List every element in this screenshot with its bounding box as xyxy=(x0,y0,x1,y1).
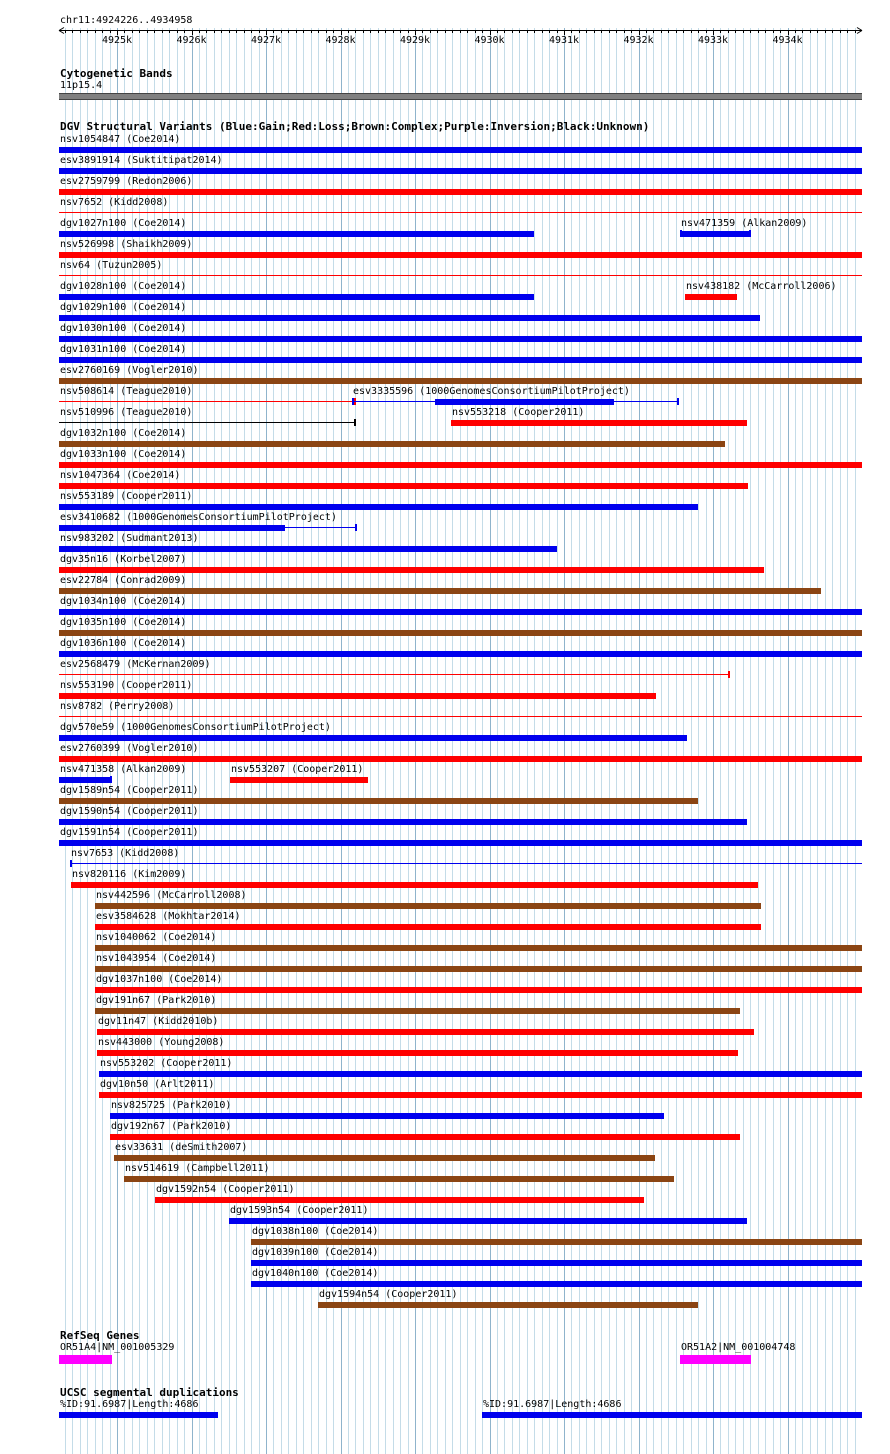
variant-label: nsv471358 (Alkan2009) xyxy=(60,764,187,775)
variant-label: nsv443000 (Young2008) xyxy=(98,1037,225,1048)
variant-label: nsv510996 (Teague2010) xyxy=(60,407,193,418)
ruler-tick-label: 4931k xyxy=(548,35,580,46)
ruler-tick-label: 4928k xyxy=(325,35,356,46)
variant-end-tick xyxy=(677,398,679,405)
variant-block xyxy=(59,378,862,384)
variant-block xyxy=(59,462,862,468)
variant-block xyxy=(59,735,687,741)
variant-bar[interactable] xyxy=(110,1132,740,1142)
variant-block xyxy=(59,798,698,804)
variant-bar[interactable] xyxy=(99,1069,862,1079)
variant-bar[interactable] xyxy=(59,481,748,491)
variant-block xyxy=(59,231,534,237)
variant-label: nsv8782 (Perry2008) xyxy=(60,701,175,712)
variant-bar[interactable] xyxy=(59,670,730,680)
segdup-label: %ID:91.6987|Length:4686 xyxy=(60,1399,199,1410)
variant-label: dgv1039n100 (Coe2014) xyxy=(252,1247,379,1258)
variant-bar[interactable] xyxy=(95,985,862,995)
variant-label: dgv1038n100 (Coe2014) xyxy=(252,1226,379,1237)
variant-bar[interactable] xyxy=(59,397,356,407)
variant-bar[interactable] xyxy=(59,313,760,323)
variant-block xyxy=(59,588,821,594)
variant-end-tick xyxy=(355,524,357,531)
variant-bar[interactable] xyxy=(59,712,862,722)
variant-label: dgv1589n54 (Cooper2011) xyxy=(60,785,199,796)
variant-bar[interactable] xyxy=(124,1174,674,1184)
variant-bar[interactable] xyxy=(59,376,862,386)
variant-bar[interactable] xyxy=(59,292,534,302)
variant-block xyxy=(59,756,862,762)
variant-block xyxy=(71,882,758,888)
variant-bar[interactable] xyxy=(99,1090,862,1100)
cytoband-title: Cytogenetic Bands xyxy=(60,67,173,80)
variant-block xyxy=(59,777,112,783)
variant-bar[interactable] xyxy=(680,229,751,239)
variant-bar[interactable] xyxy=(59,334,862,344)
variant-end-tick xyxy=(110,776,112,783)
variant-end-tick xyxy=(680,230,682,237)
variant-label: nsv553189 (Cooper2011) xyxy=(60,491,193,502)
variant-bar[interactable] xyxy=(59,565,764,575)
variant-block xyxy=(59,189,862,195)
ruler-tick-label: 4932k xyxy=(623,35,654,46)
variant-line xyxy=(59,674,730,675)
variant-bar[interactable] xyxy=(59,166,862,176)
variant-bar[interactable] xyxy=(59,544,557,554)
variant-label: dgv1591n54 (Cooper2011) xyxy=(60,827,199,838)
variant-label: esv3584628 (Mokhtar2014) xyxy=(96,911,241,922)
segdup-track-title: UCSC segmental duplications xyxy=(60,1386,239,1399)
variant-bar[interactable] xyxy=(59,460,862,470)
variant-label: dgv1030n100 (Coe2014) xyxy=(60,323,187,334)
variant-bar[interactable] xyxy=(95,964,862,974)
variant-block xyxy=(59,504,698,510)
variant-bar[interactable] xyxy=(59,229,534,239)
variant-bar[interactable] xyxy=(451,418,747,428)
variant-block xyxy=(59,546,557,552)
variant-line xyxy=(59,212,862,213)
variant-line xyxy=(59,401,356,402)
variant-block xyxy=(95,987,862,993)
variant-bar[interactable] xyxy=(71,880,758,890)
variant-block xyxy=(251,1260,862,1266)
variant-block xyxy=(251,1239,862,1245)
variant-bar[interactable] xyxy=(229,1216,747,1226)
variant-label: dgv1040n100 (Coe2014) xyxy=(252,1268,379,1279)
variant-bar[interactable] xyxy=(59,796,698,806)
variant-label: esv3335596 (1000GenomesConsortiumPilotProject) xyxy=(353,386,630,397)
variant-label: nsv64 (Tuzun2005) xyxy=(60,260,163,271)
variant-bar[interactable] xyxy=(97,1048,738,1058)
variant-block xyxy=(59,336,862,342)
variant-label: nsv1054847 (Coe2014) xyxy=(60,134,181,145)
variant-label: dgv1036n100 (Coe2014) xyxy=(60,638,187,649)
variant-bar[interactable] xyxy=(352,397,679,407)
variant-block xyxy=(59,252,862,258)
variant-label: esv2760399 (Vogler2010) xyxy=(60,743,199,754)
variant-block xyxy=(680,231,751,237)
variant-label: nsv508614 (Teague2010) xyxy=(60,386,193,397)
variant-bar[interactable] xyxy=(685,292,737,302)
variant-label: nsv438182 (McCarroll2006) xyxy=(686,281,837,292)
variant-bar[interactable] xyxy=(59,271,862,281)
variant-block xyxy=(451,420,747,426)
variant-bar[interactable] xyxy=(59,775,112,785)
variant-label: nsv825725 (Park2010) xyxy=(111,1100,232,1111)
variant-label: nsv553218 (Cooper2011) xyxy=(452,407,585,418)
variant-label: dgv1594n54 (Cooper2011) xyxy=(319,1289,458,1300)
gene-label: OR51A4|NM_001005329 xyxy=(60,1342,175,1353)
variant-block xyxy=(99,1092,862,1098)
variant-bar[interactable] xyxy=(70,859,862,869)
variant-label: nsv553202 (Cooper2011) xyxy=(100,1058,233,1069)
segdup-block xyxy=(482,1412,862,1418)
variant-label: nsv526998 (Shaikh2009) xyxy=(60,239,193,250)
variant-block xyxy=(59,630,862,636)
variant-label: esv3891914 (Suktitipat2014) xyxy=(60,155,223,166)
variant-label: dgv1034n100 (Coe2014) xyxy=(60,596,187,607)
segdup-label: %ID:91.6987|Length:4686 xyxy=(483,1399,622,1410)
variant-block xyxy=(95,924,761,930)
variant-block xyxy=(318,1302,698,1308)
variant-label: esv2568479 (McKernan2009) xyxy=(60,659,211,670)
variant-label: dgv570e59 (1000GenomesConsortiumPilotProject) xyxy=(60,722,331,733)
variant-block xyxy=(59,819,747,825)
variant-label: esv2759799 (Redon2006) xyxy=(60,176,193,187)
variant-bar[interactable] xyxy=(59,418,356,428)
variant-bar[interactable] xyxy=(95,1006,740,1016)
variant-bar[interactable] xyxy=(230,775,368,785)
variant-bar[interactable] xyxy=(59,145,862,155)
variant-block xyxy=(59,567,764,573)
variant-block xyxy=(230,777,368,783)
variant-bar[interactable] xyxy=(59,439,725,449)
variant-bar[interactable] xyxy=(95,901,761,911)
variant-bar[interactable] xyxy=(59,586,821,596)
variant-block xyxy=(114,1155,655,1161)
variant-end-tick xyxy=(728,671,730,678)
variant-block xyxy=(59,357,862,363)
variant-line xyxy=(59,422,356,423)
variant-bar[interactable] xyxy=(59,502,698,512)
variant-bar[interactable] xyxy=(59,250,862,260)
variant-block xyxy=(95,1008,740,1014)
ruler-tick-label: 4930k xyxy=(474,35,505,46)
variant-label: dgv1029n100 (Coe2014) xyxy=(60,302,187,313)
variant-label: esv3410682 (1000GenomesConsortiumPilotProject) xyxy=(60,512,337,523)
variant-label: nsv471359 (Alkan2009) xyxy=(681,218,808,229)
cytoband-label: 11p15.4 xyxy=(60,80,103,91)
variant-block xyxy=(110,1113,664,1119)
segdup-block xyxy=(59,1412,218,1418)
variant-bar[interactable] xyxy=(251,1258,862,1268)
variant-block xyxy=(59,294,534,300)
cytoband-bar[interactable] xyxy=(59,93,862,100)
variant-block xyxy=(59,525,285,531)
variant-bar[interactable] xyxy=(59,691,656,701)
gene-exon xyxy=(680,1355,751,1364)
variant-label: dgv1593n54 (Cooper2011) xyxy=(230,1205,369,1216)
variant-label: nsv7652 (Kidd2008) xyxy=(60,197,169,208)
variant-label: dgv1037n100 (Coe2014) xyxy=(96,974,223,985)
variant-block xyxy=(229,1218,747,1224)
variant-block xyxy=(59,651,862,657)
variant-label: dgv11n47 (Kidd2010b) xyxy=(98,1016,219,1027)
gene-exon xyxy=(59,1355,112,1364)
variant-label: nsv514619 (Campbell2011) xyxy=(125,1163,270,1174)
variant-block xyxy=(59,441,725,447)
variant-block xyxy=(110,1134,740,1140)
variant-bar[interactable] xyxy=(59,649,862,659)
dgv-track-title: DGV Structural Variants (Blue:Gain;Red:Loss;Brown:Complex;Purple:Inversion;Black:Unknown) xyxy=(60,120,650,133)
variant-bar[interactable] xyxy=(318,1300,698,1310)
variant-bar[interactable] xyxy=(114,1153,655,1163)
variant-block xyxy=(435,399,614,405)
variant-bar[interactable] xyxy=(59,187,862,197)
variant-block xyxy=(155,1197,644,1203)
variant-block xyxy=(59,147,862,153)
variant-bar[interactable] xyxy=(251,1237,862,1247)
variant-label: nsv1040062 (Coe2014) xyxy=(96,932,217,943)
variant-bar[interactable] xyxy=(251,1279,862,1289)
variant-block xyxy=(99,1071,862,1077)
variant-line xyxy=(59,275,862,276)
variant-bar[interactable] xyxy=(95,943,862,953)
ruler-tick-label: 4927k xyxy=(250,35,282,46)
variant-label: dgv1590n54 (Cooper2011) xyxy=(60,806,199,817)
variant-label: dgv191n67 (Park2010) xyxy=(96,995,217,1006)
variant-block xyxy=(124,1176,674,1182)
variant-label: esv33631 (deSmith2007) xyxy=(115,1142,248,1153)
variant-label: nsv1043954 (Coe2014) xyxy=(96,953,217,964)
variant-label: esv2760169 (Vogler2010) xyxy=(60,365,199,376)
variant-block xyxy=(59,168,862,174)
variant-label: dgv1033n100 (Coe2014) xyxy=(60,449,187,460)
variant-block xyxy=(95,966,862,972)
variant-bar[interactable] xyxy=(59,628,862,638)
gene-feature[interactable] xyxy=(680,1353,751,1365)
variant-block xyxy=(59,315,760,321)
variant-block xyxy=(97,1029,754,1035)
variant-label: dgv192n67 (Park2010) xyxy=(111,1121,232,1132)
variant-bar[interactable] xyxy=(59,355,862,365)
variant-label: dgv35n16 (Korbel2007) xyxy=(60,554,187,565)
segdup-feature[interactable] xyxy=(59,1410,218,1420)
variant-label: dgv1035n100 (Coe2014) xyxy=(60,617,187,628)
variant-label: nsv983202 (Sudmant2013) xyxy=(60,533,199,544)
variant-bar[interactable] xyxy=(95,922,761,932)
variant-label: dgv10n50 (Arlt2011) xyxy=(100,1079,215,1090)
variant-bar[interactable] xyxy=(59,733,687,743)
ruler-tick-label: 4934k xyxy=(772,35,803,46)
variant-label: nsv442596 (McCarroll2008) xyxy=(96,890,247,901)
variant-bar[interactable] xyxy=(155,1195,644,1205)
variant-bar[interactable] xyxy=(59,754,862,764)
ruler-tick-label: 4925k xyxy=(101,35,133,46)
variant-label: nsv553190 (Cooper2011) xyxy=(60,680,193,691)
gene-label: OR51A2|NM_001004748 xyxy=(681,1342,796,1353)
gene-feature[interactable] xyxy=(59,1353,112,1365)
variant-line xyxy=(59,716,862,717)
variant-label: dgv1032n100 (Coe2014) xyxy=(60,428,187,439)
variant-bar[interactable] xyxy=(59,208,862,218)
ruler-tick-label: 4933k xyxy=(697,35,729,46)
variant-bar[interactable] xyxy=(59,523,357,533)
variant-label: dgv1592n54 (Cooper2011) xyxy=(156,1184,295,1195)
variant-end-tick xyxy=(352,398,354,405)
variant-bar[interactable] xyxy=(59,838,862,848)
variant-block xyxy=(59,840,862,846)
variant-label: nsv553207 (Cooper2011) xyxy=(231,764,364,775)
variant-label: nsv820116 (Kim2009) xyxy=(72,869,187,880)
variant-block xyxy=(97,1050,738,1056)
variant-label: nsv7653 (Kidd2008) xyxy=(71,848,180,859)
variant-bar[interactable] xyxy=(59,607,862,617)
variant-line xyxy=(70,863,862,864)
ruler-tick-label: 4929k xyxy=(399,35,431,46)
variant-bar[interactable] xyxy=(110,1111,664,1121)
variant-block xyxy=(95,903,761,909)
position-label: chr11:4924226..4934958 xyxy=(60,15,193,26)
variant-label: esv22784 (Conrad2009) xyxy=(60,575,187,586)
variant-label: dgv1028n100 (Coe2014) xyxy=(60,281,187,292)
variant-block xyxy=(685,294,737,300)
variant-block xyxy=(59,609,862,615)
variant-end-tick xyxy=(749,230,751,237)
variant-block xyxy=(59,483,748,489)
variant-label: dgv1027n100 (Coe2014) xyxy=(60,218,187,229)
segdup-feature[interactable] xyxy=(482,1410,862,1420)
refseq-track-title: RefSeq Genes xyxy=(60,1329,140,1342)
variant-bar[interactable] xyxy=(97,1027,754,1037)
variant-label: dgv1031n100 (Coe2014) xyxy=(60,344,187,355)
variant-block xyxy=(95,945,862,951)
ruler-tick-label: 4926k xyxy=(176,35,207,46)
variant-end-tick xyxy=(354,419,356,426)
variant-bar[interactable] xyxy=(59,817,747,827)
variant-block xyxy=(59,693,656,699)
variant-label: nsv1047364 (Coe2014) xyxy=(60,470,181,481)
variant-block xyxy=(251,1281,862,1287)
variant-end-tick xyxy=(70,860,72,867)
